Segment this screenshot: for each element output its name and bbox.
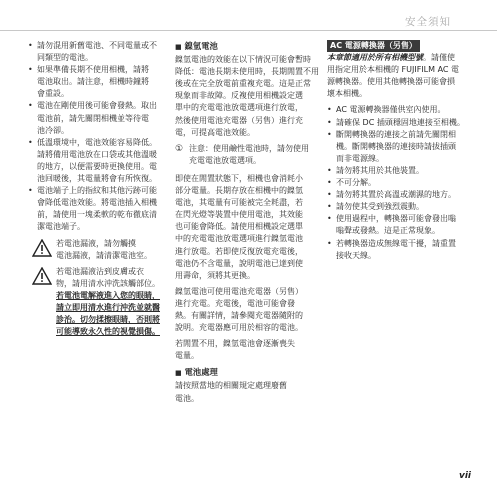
bullet-dc-plug: • 請確保 DC 插頭穩固地連接至相機。 xyxy=(327,117,477,129)
column-right xyxy=(327,40,477,262)
bullet-storage: • 如果準備長期不使用相機，請將 電池取出。請注意，相機時鐘將 會重設。 xyxy=(28,64,168,100)
column-left xyxy=(28,40,168,338)
bullet-cold: • 低溫環境中，電池效能容易降低。 請將備用電池放在口袋或其他溫暖 的地方，以便需要時更換使用。電 池回暖後，其電量將會有所恢復。 xyxy=(28,137,168,185)
note-icon: ① xyxy=(175,143,184,154)
square-bullet-icon: ■ xyxy=(175,369,182,378)
section-heading-nimh: ■ 鎳氫電池 xyxy=(175,41,218,51)
bullet-shock: • 請勿使其受到強烈震動。 xyxy=(327,201,477,213)
bullet-other-devices: • 請勿將其用於其他裝置。 xyxy=(327,165,477,177)
disposal-paragraph: 請按照當地的相關規定處理廢舊 電池。 xyxy=(175,381,287,403)
ac-adapter-bullet-list xyxy=(327,104,477,261)
bullet-interference: • 若轉換器造成無線電干擾，請重置 接收天線。 xyxy=(327,238,477,262)
warning-skin-eyes: 若電池漏液沾到皮膚或衣 物，請用清水沖洗該觸部位。 若電池電解液進入您的眼睛， 請立即用清水進行沖洗並就醫 診治。切勿揉擦眼睛，否則將 可能導致永久性的視覺損傷。 xyxy=(28,266,168,339)
section-heading-disposal: ■ 電池處理 xyxy=(175,367,218,378)
ac-adapter-intro: AC 電源轉換器（另售） 本章節適用於所有相機型號。請僅使 用指定用於本相機的 FUJIFILM AC 電 源轉換器。使用其他轉換器可能會損 壞本相機。 xyxy=(327,41,460,99)
bullet-disconnect: • 斷開轉換器的連接之前請先關閉相 機。斷開轉換器的連接時請拔插頭 而非電源線。 xyxy=(327,129,477,165)
note-alkaline: ① 注意：使用鹼性電池時，請勿使用 充電電池放電選項。 xyxy=(175,143,309,165)
header-rule xyxy=(0,30,497,31)
ac-adapter-title: AC 電源轉換器（另售） xyxy=(327,40,420,52)
battery-bullet-list xyxy=(28,40,168,234)
page-header-title: 安全須知 xyxy=(405,16,451,28)
bullet-hum: • 使用過程中，轉換器可能會發出嗡 嗡聲或發熱。這是正常現象。 xyxy=(327,213,477,237)
square-bullet-icon: ■ xyxy=(175,43,182,51)
bullet-indoor: • AC 電源轉換器僅供室內使用。 xyxy=(327,104,477,116)
bullet-mixing: • 請勿混用新舊電池、不同電量或不 同類型的電池。 xyxy=(28,40,168,64)
nimh-paragraph: 鎳氫電池的效能在以下情況可能會暫時 降低：電池長期未使用時，長期閒置不用 後或在完全放電前重複充電。這是正常 現象而非故障。反複使用相機設定選 單中的充電電池放電選項進行放電， 然後使用電池充電器（另售）進行充 電，可提高電池效能。 xyxy=(175,55,319,137)
nimh-drain-paragraph: 即使在閒置狀態下，相機也會消耗小 部分電量。長期存放在相機中的鎳氫 電池，其電量有可能被完全耗盡，若 在閃光燈等裝置中使用電池，其效能 也可能會降低。請使用相機設定選單 中的充電電池放電選項進行鎳氫電池 進行放電。若即使反復放電充電後， 電池仍不含電量，說明電池已達到使 用壽命，須將其更換。 xyxy=(175,173,303,280)
nimh-idle-paragraph: 若閒置不用，鎳氫電池會逐漸喪失 電量。 xyxy=(175,339,295,361)
nimh-charger-paragraph: 鎳氫電池可使用電池充電器（另售） 進行充電。充電後，電池可能會發 熱。有關詳情，請參閱充電器隨附的 說明。充電器應可用於相容的電池。 xyxy=(175,286,303,333)
bullet-disassemble: • 不可分解。 xyxy=(327,177,477,189)
column-middle xyxy=(175,40,320,409)
bullet-heat-humidity: • 請勿將其置於高溫或潮濕的地方。 xyxy=(327,189,477,201)
warning-leak: 若電池漏液，請勿觸摸 電池漏液，請清潔電池室。 xyxy=(28,238,168,262)
page-number: vii xyxy=(458,471,471,481)
bullet-terminals: • 電池端子上的指紋和其他污跡可能 會降低電池效能。將電池插入相機 前，請使用一塊柔軟的乾布徹底清 潔電池端子。 xyxy=(28,185,168,233)
warning-triangle-icon xyxy=(32,267,52,285)
bullet-heat: • 電池在剛使用後可能會發熱。取出 電池前，請先關閉相機並等待電 池冷卻。 xyxy=(28,100,168,136)
warning-triangle-icon xyxy=(32,239,52,257)
